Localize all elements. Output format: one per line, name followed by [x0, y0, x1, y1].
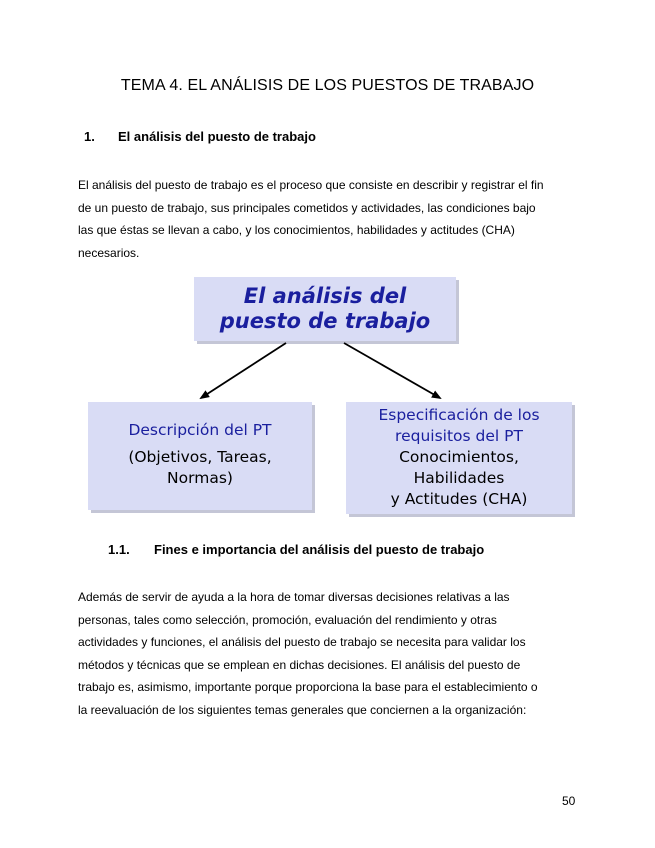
paragraph-line: Además de servir de ayuda a la hora de tomar diversas decisiones relativas a las — [78, 590, 510, 604]
diagram-box-heading: Descripción del PT — [128, 421, 272, 439]
paragraph-purpose — [78, 586, 578, 721]
paragraph-line: la reevaluación de los siguientes temas generales que conciernen a la organización: — [78, 702, 527, 717]
section-heading-1-1 — [108, 542, 484, 557]
diagram-box-description — [88, 402, 312, 510]
paragraph-line: El análisis del puesto de trabajo es el proceso que consiste en describir y registrar el fin — [78, 178, 544, 192]
paragraph-line: trabajo es, asimismo, importante porque proporciona la base para el establecimiento o — [78, 680, 538, 694]
paragraph-line: de un puesto de trabajo, sus principales cometidos y actividades, las condiciones bajo — [78, 200, 536, 215]
paragraph-line: personas, tales como selección, promoción, evaluación del rendimiento y otras — [78, 612, 497, 627]
paragraph-line: actividades y funciones, el análisis del puesto de trabajo se necesita para validar los — [78, 635, 526, 649]
diagram-box-line: Conocimientos, — [399, 448, 519, 466]
diagram-box-line: Normas) — [167, 469, 233, 487]
section-heading-text: Fines e importancia del análisis del puesto de trabajo — [154, 542, 485, 557]
paragraph-line: las que éstas se llevan a cabo, y los conocimientos, habilidades y actitudes (CHA) — [78, 223, 515, 237]
diagram-box-line: Habilidades — [413, 469, 505, 487]
arrow-left — [201, 343, 286, 398]
paragraph-line: necesarios. — [78, 245, 140, 260]
diagram-box-analysis — [194, 277, 456, 341]
section-number: 1. — [84, 129, 95, 144]
paragraph-definition — [78, 174, 578, 264]
diagram-box-heading: Especificación de los — [378, 406, 540, 424]
diagram-box-line: y Actitudes (CHA) — [390, 490, 528, 508]
diagram-box-title-line: El análisis del — [243, 284, 407, 308]
diagram-box-line: (Objetivos, Tareas, — [128, 448, 272, 466]
diagram-box-specification — [346, 402, 572, 514]
section-number: 1.1. — [108, 542, 130, 557]
section-heading-text: El análisis del puesto de trabajo — [118, 129, 316, 144]
diagram-box-title-line: puesto de trabajo — [219, 309, 431, 333]
arrow-right — [344, 343, 440, 398]
diagram-box-heading: requisitos del PT — [395, 427, 523, 445]
page-title: TEMA 4. EL ANÁLISIS DE LOS PUESTOS DE TRABAJO — [120, 77, 535, 94]
page-number: 50 — [562, 794, 576, 808]
section-heading-1 — [84, 129, 316, 144]
paragraph-line: métodos y técnicas que se emplean en dichas decisiones. El análisis del puesto de — [78, 657, 521, 672]
